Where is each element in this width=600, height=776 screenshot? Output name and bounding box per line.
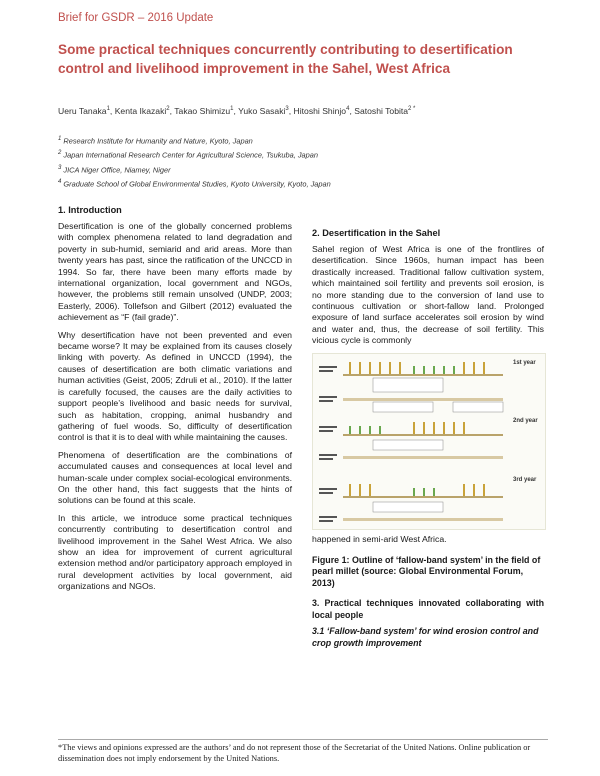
left-column bbox=[58, 205, 292, 599]
crop-row bbox=[343, 362, 503, 376]
right-column bbox=[312, 228, 544, 649]
affiliation: $^4$ Graduate School of Global Environmental Studies, Kyoto University, Kyoto, Japan bbox=[58, 179, 331, 189]
figure-fallow-band-system bbox=[312, 353, 546, 530]
figure-caption: Figure 1: Outline of ‘fallow-band system’ in the field of pearl millet (source: Global Environmental Forum, 2013) bbox=[312, 555, 541, 588]
affiliation: $^2$ Japan International Research Center for Agricultural Science, Tsukuba, Japan bbox=[58, 150, 318, 160]
brief-header: Brief for GSDR – 2016 Update bbox=[58, 12, 214, 24]
paragraph-continued: happened in semi-arid West Africa. bbox=[312, 533, 447, 544]
section-heading: 2. Desertification in the Sahel bbox=[312, 228, 441, 238]
page-title: Some practical techniques concurrently contributing to desertification control and livelihood improvement in the Sahel, West Africa bbox=[58, 42, 513, 76]
affiliation: $^3$ JICA Niger Office, Niamey, Niger bbox=[58, 164, 171, 175]
affiliation-list bbox=[58, 133, 578, 191]
fallow-band-diagram bbox=[313, 354, 545, 529]
year-label: 1st year bbox=[513, 359, 536, 366]
author: Kenta Ikazaki bbox=[114, 106, 167, 116]
paragraph: Phenomena of desertification are the combinations of accumulated causes and consequences at local level and human-scale under complex social-ecological environments. On the other hand, this fact suggests that the hints of solutions can be found at this scale. bbox=[58, 449, 292, 506]
section-heading: 3. Practical techniques innovated collaborating with local people bbox=[312, 598, 544, 620]
author: Yuko Sasaki bbox=[238, 106, 286, 116]
author: Ueru Tanaka bbox=[58, 106, 107, 116]
subsection-heading: 3.1 ‘Fallow-band system’ for wind erosion control and crop growth improvement bbox=[312, 626, 539, 648]
year-label: 3rd year bbox=[513, 476, 537, 483]
section-heading: 1. Introduction bbox=[58, 205, 122, 215]
author: Hitoshi Shinjo bbox=[293, 106, 347, 116]
paragraph: Desertification is one of the globally concerned problems with complex phenomena related to land degradation and poverty in sub-humid, semiarid and arid areas. More than twenty years has past, since the ratification of the UNCCD in 1994. So far, there have been many efforts made by international organization, local government and NGOs, however, the problems still remain unsolved (UNDP, 2003; Easterly, 2006). Tollefson and Gilbert (2012) evaluated the achievement as “F (fail grade)”. bbox=[58, 221, 292, 323]
footer-disclaimer: *The views and opinions expressed are the authors’ and do not represent those of the Secretariat of the United Nations. Online publication or dissemination does not imply endorsement by the United Nations. bbox=[58, 739, 548, 764]
crop-row bbox=[343, 422, 503, 436]
paragraph: Sahel region of West Africa is one of the frontlires of desertification. Since 1960s, human impact has been drastically increased. Traditional fallow cultivation system, which maintained soil fertility and prevents soil erosion, is no more standing due to the conversion of land use to continuous cultivation or short-fallow land. Prolonged exposure of land surface accelerates soil erosion by wind and water and, thus, the decrease of soil fertility. This vicious cycle is commonly bbox=[312, 244, 544, 346]
affiliation: $^1$ Research Institute for Humanity and Nature, Kyoto, Japan bbox=[58, 136, 253, 146]
paragraph: In this article, we introduce some practical techniques concurrently contributing to desertification control and livelihood improvement in the Sahel West Africa. We also show an idea for improvement of current agricultural extension method and/or participatory approach employed in rural development activities by local government, aid organizations and NGOs. bbox=[58, 512, 292, 592]
author-list: Ueru Tanaka$^1$, Kenta Ikazaki$^2$, Takao Shimizu$^1$, Yuko Sasaki$^3$, Hitoshi Shinjo$^4$, Satoshi Tobita$^{2 *}$ bbox=[58, 106, 416, 116]
year-label: 2nd year bbox=[513, 417, 538, 424]
crop-row bbox=[343, 484, 503, 498]
paragraph: Why desertification have not been prevented and even became worse? It may be explained from its causes closely linking with poverty. As defined in UNCCD (1994), the causes of desertification are both climatic variations and human activities (Geist, 2005; Zdruli et al., 2010). If the latter is carefully focused, the causes are the daily activities to support people’s livelihood and basic needs for survival, such as habitation, cropping, animal husbandry and gathering of fuel woods. So, difficulty of desertification control is that it is to deal with while maintaining the causes. bbox=[58, 329, 292, 443]
author: Takao Shimizu bbox=[174, 106, 231, 116]
author: Satoshi Tobita bbox=[354, 106, 409, 116]
